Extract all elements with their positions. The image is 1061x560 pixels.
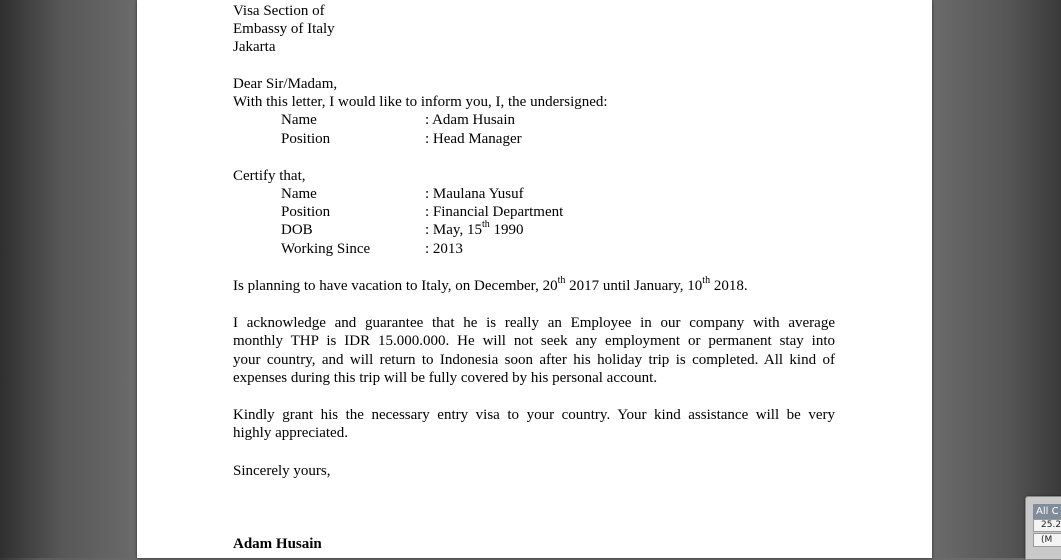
signer-position-label: Position [281, 131, 331, 147]
vacation-sentence: Is planning to have vacation to Italy, on December, 20th 2017 until January, 10th 2018. [233, 275, 748, 294]
employee-dob-label: DOB [281, 222, 313, 238]
address-line-3: Jakarta [233, 39, 276, 55]
request-line-2: highly appreciated. [233, 425, 348, 442]
intro-text: With this letter, I would like to inform you, I, the undersigned: [233, 94, 608, 110]
certify-text: Certify that, [233, 168, 306, 184]
guarantee-line-4: expenses during this trip will be fully covered by his personal account. [233, 370, 658, 387]
guarantee-paragraph [233, 314, 835, 388]
signer-position-value: : Head Manager [425, 131, 522, 147]
signature-name: Adam Husain [233, 536, 322, 552]
address-line-2: Embassy of Italy [233, 21, 335, 37]
employee-position-value: : Financial Department [425, 204, 564, 220]
guarantee-line-3: your country, and will return to Indonesia soon after his holiday trip is completed. All kind of [233, 351, 835, 368]
guarantee-line-1: I acknowledge and guarantee that he is really an Employee in our company with average [233, 315, 835, 331]
floating-panel[interactable] [1025, 496, 1061, 560]
document-page[interactable] [137, 0, 932, 558]
employee-name-value: : Maulana Yusuf [425, 186, 524, 202]
employee-position-label: Position [281, 204, 331, 220]
guarantee-line-2: monthly THP is IDR 15.000.000. He will not seek any employment or permanent stay into [233, 333, 835, 350]
signer-name-value: : Adam Husain [425, 112, 515, 128]
address-line-1: Visa Section of [233, 3, 325, 19]
employee-name-label: Name [281, 186, 317, 202]
window-background-right [932, 0, 1061, 558]
request-paragraph [233, 406, 835, 443]
closing: Sincerely yours, [233, 463, 331, 479]
employee-since-value: : 2013 [425, 241, 463, 257]
panel-row-1[interactable]: 25.2 [1033, 519, 1061, 532]
request-line-1: Kindly grant his the necessary entry visa to your country. Your kind assistance will be very [233, 407, 835, 423]
panel-header[interactable]: All C [1033, 504, 1061, 519]
employee-since-label: Working Since [281, 241, 371, 257]
signer-name-label: Name [281, 112, 317, 128]
panel-row-2[interactable]: (M [1033, 533, 1061, 547]
salutation: Dear Sir/Madam, [233, 76, 338, 92]
window-background-left [0, 0, 137, 558]
employee-dob-value: : May, 15th 1990 [425, 219, 524, 238]
